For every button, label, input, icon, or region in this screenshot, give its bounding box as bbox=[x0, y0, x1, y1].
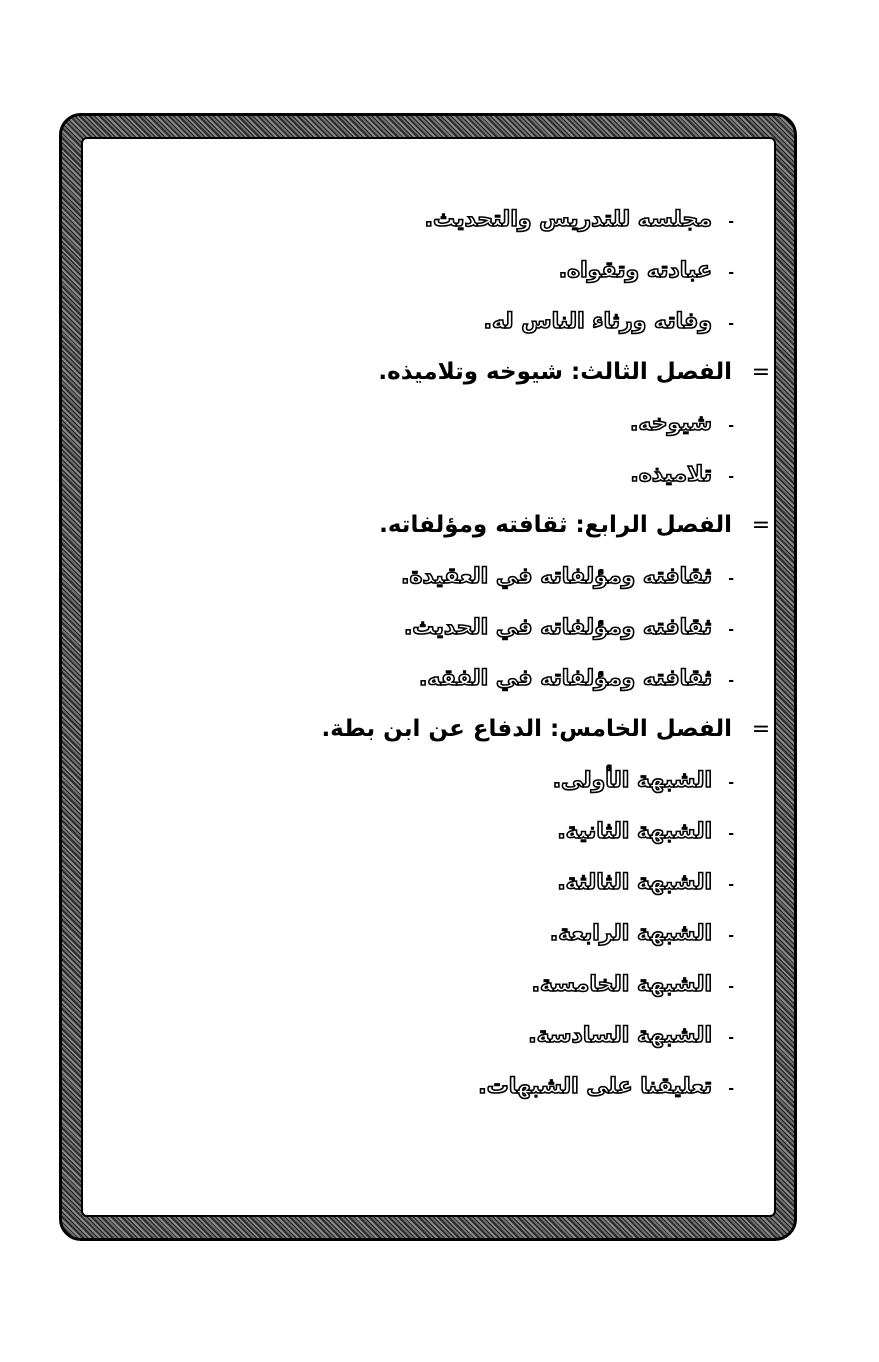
table-of-contents bbox=[94, 194, 771, 1112]
toc-item-text: الشبهة الخامسة. bbox=[531, 972, 712, 997]
toc-chapter-text: الفصل الخامس: الدفاع عن ابن بطة. bbox=[321, 716, 732, 742]
toc-item-marker: - bbox=[728, 1030, 734, 1046]
toc-item bbox=[94, 1010, 734, 1061]
toc-chapter-marker: = bbox=[751, 360, 771, 385]
toc-item-text: ثقافته ومؤلفاته في العقيدة. bbox=[401, 564, 712, 589]
toc-item bbox=[94, 857, 734, 908]
toc-item bbox=[94, 653, 734, 704]
toc-item-marker: - bbox=[728, 214, 734, 230]
toc-chapter-heading bbox=[94, 347, 778, 398]
toc-chapter-heading bbox=[94, 500, 778, 551]
toc-item bbox=[94, 296, 734, 347]
decorative-frame bbox=[59, 113, 797, 1241]
toc-item-text: مجلسه للتدريس والتحديث. bbox=[424, 207, 712, 232]
toc-item bbox=[94, 398, 734, 449]
toc-item-text: الشبهة الثانية. bbox=[557, 819, 712, 844]
toc-item-text: الشبهة السادسة. bbox=[528, 1023, 712, 1048]
toc-item-text: الشبهة الأولى. bbox=[552, 768, 712, 793]
toc-item bbox=[94, 806, 734, 857]
toc-chapter-text: الفصل الثالث: شيوخه وتلاميذه. bbox=[378, 359, 732, 385]
toc-item-marker: - bbox=[728, 469, 734, 485]
toc-chapter-marker: = bbox=[751, 717, 771, 742]
toc-item-text: ثقافته ومؤلفاته في الفقه. bbox=[419, 666, 712, 691]
toc-item-marker: - bbox=[728, 571, 734, 587]
toc-item bbox=[94, 602, 734, 653]
toc-item bbox=[94, 908, 734, 959]
toc-item-marker: - bbox=[728, 316, 734, 332]
toc-item-marker: - bbox=[728, 877, 734, 893]
toc-item-marker: - bbox=[728, 622, 734, 638]
toc-item-text: عبادته وتقواه. bbox=[558, 258, 712, 283]
toc-item-text: الشبهة الرابعة. bbox=[549, 921, 712, 946]
toc-item bbox=[94, 755, 734, 806]
toc-item bbox=[94, 245, 734, 296]
toc-item-text: ثقافته ومؤلفاته في الحديث. bbox=[403, 615, 712, 640]
toc-chapter-marker: = bbox=[751, 513, 771, 538]
toc-chapter-text: الفصل الرابع: ثقافته ومؤلفاته. bbox=[379, 512, 732, 538]
toc-item-marker: - bbox=[728, 775, 734, 791]
toc-item bbox=[94, 194, 734, 245]
toc-item bbox=[94, 959, 734, 1010]
toc-item-text: شيوخه. bbox=[630, 411, 712, 436]
toc-chapter-heading bbox=[94, 704, 778, 755]
toc-item-text: الشبهة الثالثة. bbox=[557, 870, 712, 895]
toc-item-text: وفاته ورثاء الناس له. bbox=[483, 309, 712, 334]
toc-item-text: تلاميذه. bbox=[630, 462, 712, 487]
toc-item bbox=[94, 449, 734, 500]
toc-item-text: تعليقنا على الشبهات. bbox=[478, 1074, 712, 1099]
toc-item-marker: - bbox=[728, 928, 734, 944]
page-content-area bbox=[81, 137, 776, 1217]
toc-item bbox=[94, 551, 734, 602]
toc-item-marker: - bbox=[728, 1081, 734, 1097]
toc-item-marker: - bbox=[728, 826, 734, 842]
toc-item-marker: - bbox=[728, 265, 734, 281]
toc-item-marker: - bbox=[728, 979, 734, 995]
toc-item-marker: - bbox=[728, 418, 734, 434]
toc-item bbox=[94, 1061, 734, 1112]
toc-item-marker: - bbox=[728, 673, 734, 689]
